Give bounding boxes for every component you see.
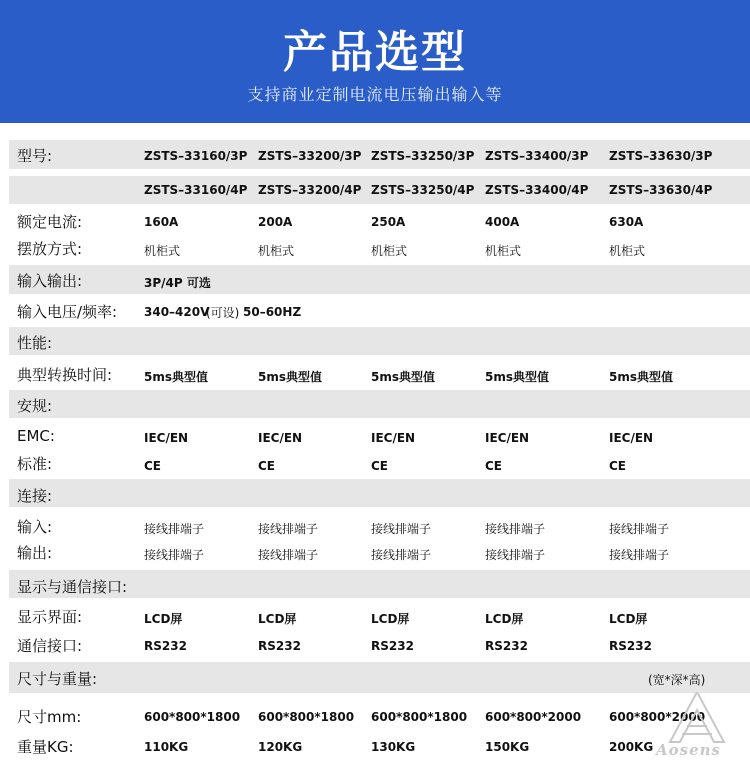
safety-label: 安规:: [17, 397, 53, 415]
io-value: 3P/4P 可选: [144, 276, 211, 290]
placement-value: 机柜式: [258, 244, 295, 258]
output-value: 接线排端子: [371, 548, 432, 562]
display-value: LCD屏: [485, 612, 524, 626]
display-value: LCD屏: [371, 612, 410, 626]
input-value: 接线排端子: [258, 522, 319, 536]
switch-time-label: 典型转换时间:: [17, 366, 113, 384]
weight-label: 重量KG:: [17, 738, 74, 756]
model-4p: ZSTS–33160/4P: [144, 183, 248, 197]
size-label: 尺寸mm:: [17, 708, 82, 726]
comm-value: RS232: [485, 639, 528, 653]
standard-label: 标准:: [17, 455, 53, 473]
model-3p: ZSTS–33160/3P: [144, 149, 248, 163]
page-title: 产品选型: [283, 27, 467, 78]
emc-value: IEC/EN: [371, 431, 416, 445]
switch-time-value: 5ms典型值: [258, 370, 322, 384]
emc-value: IEC/EN: [258, 431, 303, 445]
input-label: 输入:: [17, 518, 53, 536]
model-4p: ZSTS–33400/4P: [485, 183, 589, 197]
model-3p: ZSTS–33250/3P: [371, 149, 475, 163]
size-value: 600*800*1800: [371, 710, 468, 724]
model-4p: ZSTS–33250/4P: [371, 183, 475, 197]
band-io: [9, 265, 750, 294]
weight-value: 150KG: [485, 740, 530, 754]
standard-value: CE: [371, 459, 389, 473]
band-performance: [9, 327, 750, 355]
comm-value: RS232: [258, 639, 301, 653]
voltage-range: 340–420V: [144, 305, 210, 319]
band-size-weight: [9, 662, 750, 693]
rated-current-value: 630A: [609, 215, 644, 229]
model-4p: ZSTS–33630/4P: [609, 183, 713, 197]
size-weight-label: 尺寸与重量:: [17, 670, 98, 688]
rated-current-value: 400A: [485, 215, 520, 229]
size-value: 600*800*2000: [485, 710, 582, 724]
switch-time-value: 5ms典型值: [609, 370, 673, 384]
weight-value: 120KG: [258, 740, 303, 754]
model-3p: ZSTS–33200/3P: [258, 149, 362, 163]
performance-label: 性能:: [17, 334, 53, 352]
dimension-order-note: (宽*深*高): [648, 673, 706, 687]
size-value: 600*800*1800: [258, 710, 355, 724]
page-subtitle: 支持商业定制电流电压输出输入等: [247, 85, 503, 104]
size-value: 600*800*2000: [609, 710, 706, 724]
comm-value: RS232: [609, 639, 652, 653]
switch-time-value: 5ms典型值: [371, 370, 435, 384]
comm-value: RS232: [144, 639, 187, 653]
display-value: LCD屏: [258, 612, 297, 626]
display-label: 显示界面:: [17, 608, 83, 626]
emc-value: IEC/EN: [485, 431, 530, 445]
weight-value: 130KG: [371, 740, 416, 754]
comm-value: RS232: [371, 639, 414, 653]
input-value: 接线排端子: [144, 522, 205, 536]
rated-current-value: 160A: [144, 215, 179, 229]
placement-value: 机柜式: [609, 244, 646, 258]
standard-value: CE: [144, 459, 162, 473]
weight-value: 200KG: [609, 740, 654, 754]
band-connection: [9, 479, 750, 507]
size-value: 600*800*1800: [144, 710, 241, 724]
placement-value: 机柜式: [371, 244, 408, 258]
page-header: [0, 0, 750, 123]
voltage-settable-note: (可设): [206, 306, 240, 320]
switch-time-value: 5ms典型值: [485, 370, 549, 384]
output-value: 接线排端子: [144, 548, 205, 562]
output-value: 接线排端子: [609, 548, 670, 562]
placement-value: 机柜式: [144, 244, 181, 258]
voltage-label: 输入电压/频率:: [17, 303, 118, 321]
band-safety: [9, 390, 750, 418]
rated-current-value: 250A: [371, 215, 406, 229]
brand-logo-text: Aosens: [656, 741, 721, 759]
placement-label: 摆放方式:: [17, 240, 83, 258]
standard-value: CE: [258, 459, 276, 473]
emc-value: IEC/EN: [144, 431, 189, 445]
display-comm-label: 显示与通信接口:: [17, 578, 128, 596]
placement-value: 机柜式: [485, 244, 522, 258]
output-value: 接线排端子: [258, 548, 319, 562]
emc-value: IEC/EN: [609, 431, 654, 445]
standard-value: CE: [609, 459, 627, 473]
model-3p: ZSTS–33400/3P: [485, 149, 589, 163]
input-value: 接线排端子: [485, 522, 546, 536]
model-3p: ZSTS–33630/3P: [609, 149, 713, 163]
weight-value: 110KG: [144, 740, 189, 754]
rated-current-label: 额定电流:: [17, 213, 83, 231]
output-value: 接线排端子: [485, 548, 546, 562]
input-value: 接线排端子: [609, 522, 670, 536]
switch-time-value: 5ms典型值: [144, 370, 208, 384]
connection-label: 连接:: [17, 487, 53, 505]
display-value: LCD屏: [609, 612, 648, 626]
rated-current-value: 200A: [258, 215, 293, 229]
comm-label: 通信接口:: [17, 637, 83, 655]
model-label: 型号:: [17, 147, 53, 165]
input-value: 接线排端子: [371, 522, 432, 536]
io-label: 输入输出:: [17, 272, 83, 290]
emc-label: EMC:: [17, 427, 55, 445]
standard-value: CE: [485, 459, 503, 473]
output-label: 输出:: [17, 544, 53, 562]
frequency-range: 50–60HZ: [243, 305, 302, 319]
model-4p: ZSTS–33200/4P: [258, 183, 362, 197]
display-value: LCD屏: [144, 612, 183, 626]
